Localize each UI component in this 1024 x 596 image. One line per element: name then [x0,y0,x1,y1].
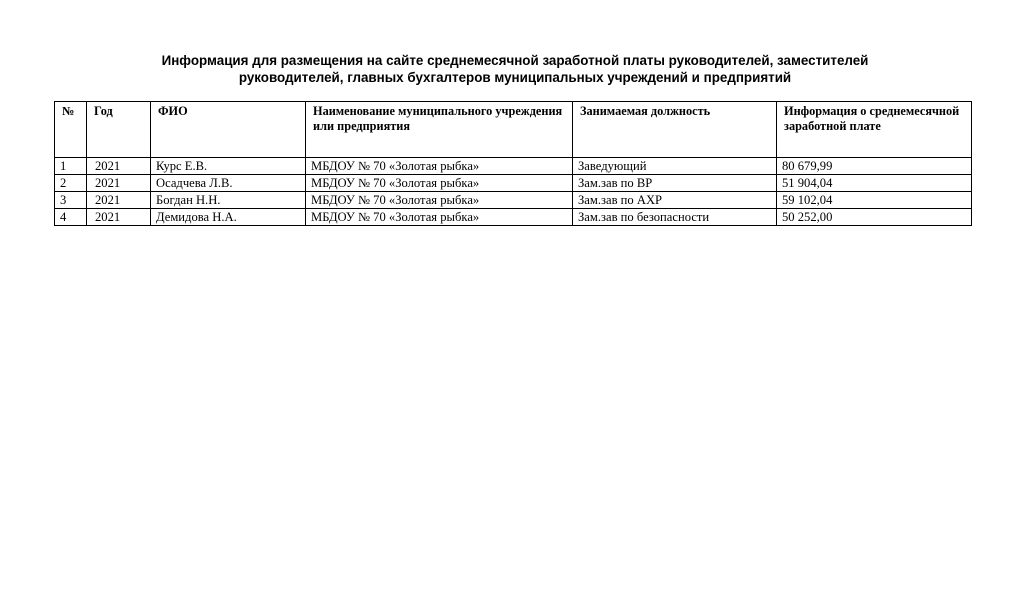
header-position: Занимаемая должность [573,102,777,158]
cell-fio: Осадчева Л.В. [151,175,306,192]
table-row [55,192,972,209]
cell-org: МБДОУ № 70 «Золотая рыбка» [306,158,573,175]
cell-org: МБДОУ № 70 «Золотая рыбка» [306,209,573,226]
cell-position: Зам.зав по АХР [573,192,777,209]
header-year: Год [87,102,151,158]
cell-position: Зам.зав по ВР [573,175,777,192]
cell-num: 1 [55,158,87,175]
cell-fio: Богдан Н.Н. [151,192,306,209]
cell-salary: 50 252,00 [777,209,972,226]
cell-position: Зам.зав по безопасности [573,209,777,226]
table-row [55,175,972,192]
cell-year: 2021 [87,158,151,175]
cell-num: 4 [55,209,87,226]
cell-year: 2021 [87,175,151,192]
cell-fio: Демидова Н.А. [151,209,306,226]
title-line-2: руководителей, главных бухгалтеров муниципальных учреждений и предприятий [238,70,792,85]
title-line-1: Информация для размещения на сайте среднемесячной заработной платы руководителей, заместителей [161,53,869,68]
salary-table [54,101,972,226]
table-header-row [55,102,972,158]
cell-org: МБДОУ № 70 «Золотая рыбка» [306,192,573,209]
header-num: № [55,102,87,158]
cell-position: Заведующий [573,158,777,175]
document-title [60,52,970,86]
cell-fio: Курс Е.В. [151,158,306,175]
header-org: Наименование муниципального учреждения или предприятия [306,102,573,158]
table-row [55,158,972,175]
header-salary: Информация о среднемесячной заработной плате [777,102,972,158]
cell-num: 3 [55,192,87,209]
cell-year: 2021 [87,209,151,226]
cell-salary: 59 102,04 [777,192,972,209]
cell-year: 2021 [87,192,151,209]
cell-num: 2 [55,175,87,192]
cell-salary: 80 679,99 [777,158,972,175]
cell-org: МБДОУ № 70 «Золотая рыбка» [306,175,573,192]
header-fio: ФИО [151,102,306,158]
table-row [55,209,972,226]
cell-salary: 51 904,04 [777,175,972,192]
